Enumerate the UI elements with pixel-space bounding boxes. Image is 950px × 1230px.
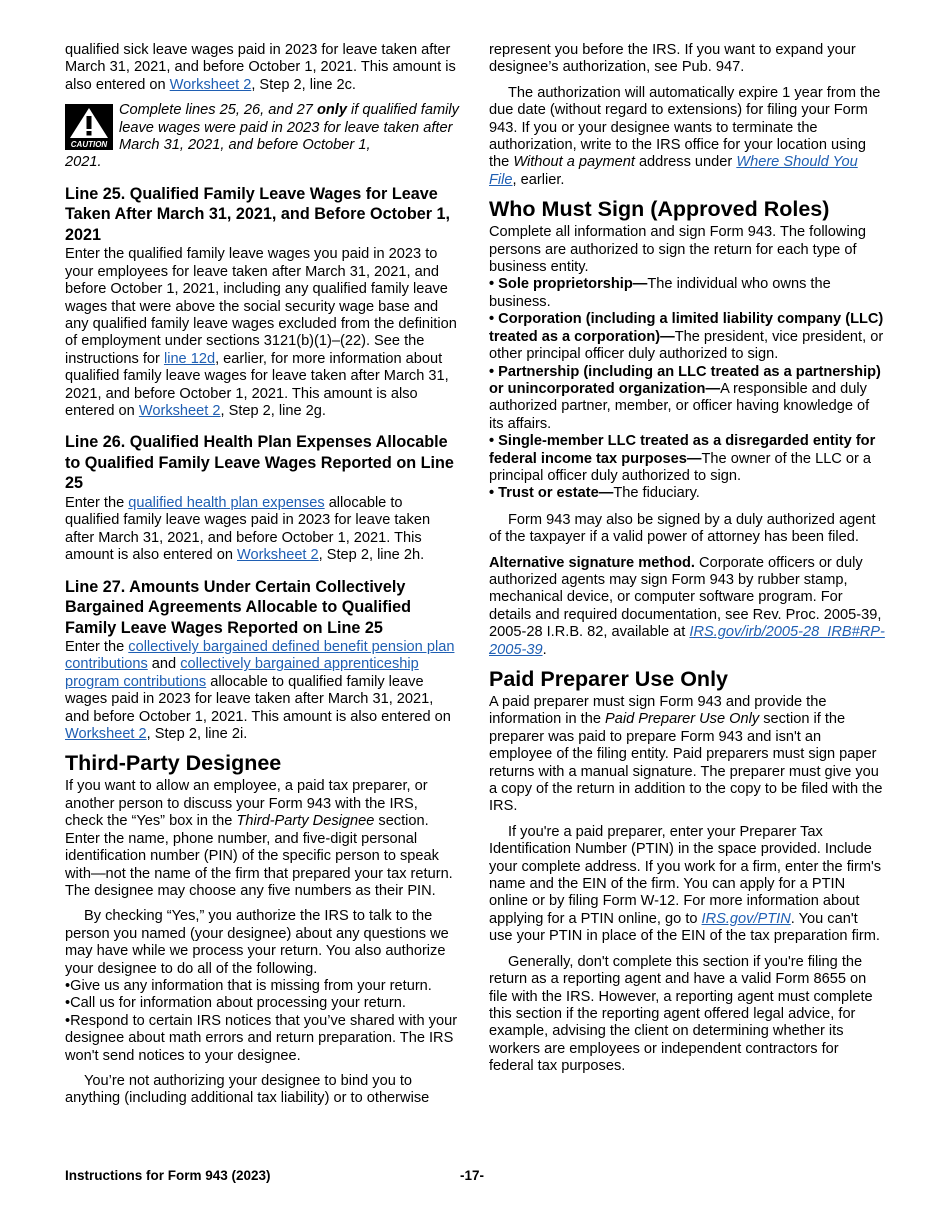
caution-note: CAUTION Complete lines 25, 26, and 27 only if qualified family leave wages were paid in 2023 for leave taken after March 31, 2021, and before October 1, 2021. [65, 102, 459, 171]
page-footer [65, 1168, 885, 1183]
worksheet-2-link[interactable]: Worksheet 2 [138, 403, 221, 419]
paragraph: qualified sick leave wages paid in 2023 for leave taken after March 31, 2021, and before October 1, 2021. This amount is also entered on Worksheet 2, Step 2, line 2c. [65, 42, 456, 93]
role-item: • Single-member LLC treated as a disregarded entity for federal income tax purposes—The owner of the LLC or a principal officer duly authorized to sign. [489, 433, 876, 484]
paragraph: The authorization will automatically expire 1 year from the due date (without regard to extensions) for filing your Form 943. If you or your designee wants to terminate the authorization, write to the IRS office for your location using the Without a payment address under Where Should You File, earlier. [489, 84, 881, 188]
qualified-health-plan-expenses-link[interactable]: qualified health plan expenses [128, 494, 325, 511]
paragraph: If you're a paid preparer, enter your Preparer Tax Identification Number (PTIN) in the space provided. Include your complete address. If you work for a firm, enter the firm's name and the EIN of the firm. You can apply for a PTIN online or by filing Form W-12. For more information about applying for a PTIN online, go to IRS.gov/PTIN. You can't use your PTIN in place of the EIN of the tax preparation firm. [489, 823, 882, 945]
irb-rev-proc-link[interactable]: IRS.gov/irb/2005-28_IRB#RP-2005-39 [489, 624, 885, 658]
paragraph: Alternative signature method. Corporate officers or duly authorized agents may sign Form 943 by rubber stamp, mechanical device, or computer software program. For details and required documentation, see Rev. Proc. 2005-39, 2005-28 I.R.B. 82, available at IRS.gov/irb/2005-28_IRB#RP-2005-39. [489, 554, 885, 658]
paragraph: A paid preparer must sign Form 943 and provide the information in the Paid Preparer Use Only section if the preparer was paid to prepare Form 943 and isn't an employee of the filing entity. Paid preparers must sign paper returns with a manual signature. The preparer must give you a copy of the return in addition to the copy to be filed with the IRS. [489, 694, 883, 815]
designee-bullet-list [65, 978, 460, 1065]
paragraph: represent you before the IRS. If you want to expand your designee’s authorization, see Pub. 947. [489, 42, 856, 76]
role-item: • Partnership (including an LLC treated as a partnership) or unincorporated organization—A responsible and duly authorized partner, member, or officer having knowledge of its affairs. [489, 363, 881, 432]
list-item: •Call us for information about processing your return. [65, 995, 406, 1012]
paragraph: Complete all information and sign Form 943. The following persons are authorized to sign the return for each type of business entity. [489, 224, 866, 276]
right-column [489, 42, 885, 1084]
paragraph: Form 943 may also be signed by a duly authorized agent of the taxpayer if a valid power of attorney has been filed. [489, 511, 876, 546]
paid-preparer-heading: Paid Preparer Use Only [489, 667, 728, 691]
irs-ptin-link[interactable]: IRS.gov/PTIN [701, 910, 791, 927]
footer-title: Instructions for Form 943 (2023) [65, 1168, 271, 1183]
role-item: • Trust or estate—The fiduciary. [489, 485, 700, 502]
line-12d-link[interactable]: line 12d [163, 350, 216, 367]
list-item: •Give us any information that is missing from your return. [65, 977, 432, 994]
caution-icon [65, 104, 113, 150]
where-should-you-file-link[interactable]: Where Should You File [489, 154, 858, 188]
list-item: •Respond to certain IRS notices that you’ve shared with your designee about math errors and return preparation. The IRS won't send notices to your designee. [65, 1012, 458, 1064]
role-item: • Corporation (including a limited liability company (LLC) treated as a corporation)—The president, vice president, or other principal officer duly authorized to sign. [489, 311, 884, 363]
paragraph: By checking “Yes,” you authorize the IRS to talk to the person you named (your designee) about any questions we may have while we process your return. You also authorize your designee to do all of the following. [65, 908, 449, 977]
paragraph: If you want to allow an employee, a paid tax preparer, or another person to discuss your Form 943 with the IRS, check the “Yes” box in the Third-Party Designee section. Enter the name, phone number, and five-digit personal identification number (PIN) of the specific person to speak with—not the name of the firm that prepared your tax return. The designee may choose any five numbers as their PIN. [65, 778, 453, 899]
worksheet-2-link[interactable]: Worksheet 2 [237, 547, 319, 564]
role-item: • Sole proprietorship—The individual who owns the business. [489, 276, 831, 310]
line-25-heading: Line 25. Qualified Family Leave Wages for Leave Taken After March 31, 2021, and Before October 1, 2021 [65, 184, 451, 244]
pension-plan-contributions-link[interactable]: collectively bargained defined benefit pension plan contributions [65, 639, 455, 673]
worksheet-2-link[interactable]: Worksheet 2 [169, 76, 252, 93]
line-26-heading: Line 26. Qualified Health Plan Expenses Allocable to Qualified Family Leave Wages Reported on Line 25 [65, 433, 454, 493]
third-party-designee-heading: Third-Party Designee [65, 751, 282, 776]
svg-text:CAUTION: CAUTION [70, 140, 108, 150]
page-number: -17- [460, 1168, 485, 1183]
left-column [65, 42, 460, 1116]
paragraph: Enter the qualified family leave wages you paid in 2023 to your employees for leave taken after March 31, 2021, and before October 1, 2021, including any qualified family leave wages that were above the social security wage base and any qualified family leave wages excluded from the definition of employment under sections 3121(b)(1)–(22). See the instructions for line 12d, earlier, for more information about qualified family leave wages for leave taken after March 31, 2021, and before October 1, 2021. This amount is also entered on Worksheet 2, Step 2, line 2g. [65, 246, 457, 419]
apprenticeship-contributions-link[interactable]: collectively bargained apprenticeship program contributions [65, 656, 419, 690]
paragraph: Enter the qualified health plan expenses allocable to qualified family leave wages paid in 2023 for leave taken after March 31, 2021, and before October 1, 2021. This amount is also entered on Worksheet 2, Step 2, line 2h. [65, 494, 431, 564]
paragraph: You’re not authorizing your designee to bind you to anything (including additional tax liability) or to otherwise [65, 1072, 430, 1107]
worksheet-2-link[interactable]: Worksheet 2 [65, 726, 147, 743]
who-must-sign-heading: Who Must Sign (Approved Roles) [489, 197, 830, 222]
paragraph: Generally, don't complete this section if you're filing the return as a reporting agent and have a valid Form 8655 on file with the IRS. However, a reporting agent must complete this section if the reporting agent offered legal advice, for example, advising the client on determining whether its workers are employees or independent contractors for federal tax purposes. [489, 953, 873, 1075]
line-27-heading: Line 27. Amounts Under Certain Collectively Bargained Agreements Allocable to Qualified Family Leave Wages Reported on Line 25 [65, 577, 412, 637]
paragraph: Enter the collectively bargained defined benefit pension plan contributions and collectively bargained apprenticeship program contributions allocable to qualified family leave wages paid in 2023 for leave taken after March 31, 2021, and before October 1, 2021. This amount is also entered on Worksheet 2, Step 2, line 2i. [65, 639, 455, 743]
